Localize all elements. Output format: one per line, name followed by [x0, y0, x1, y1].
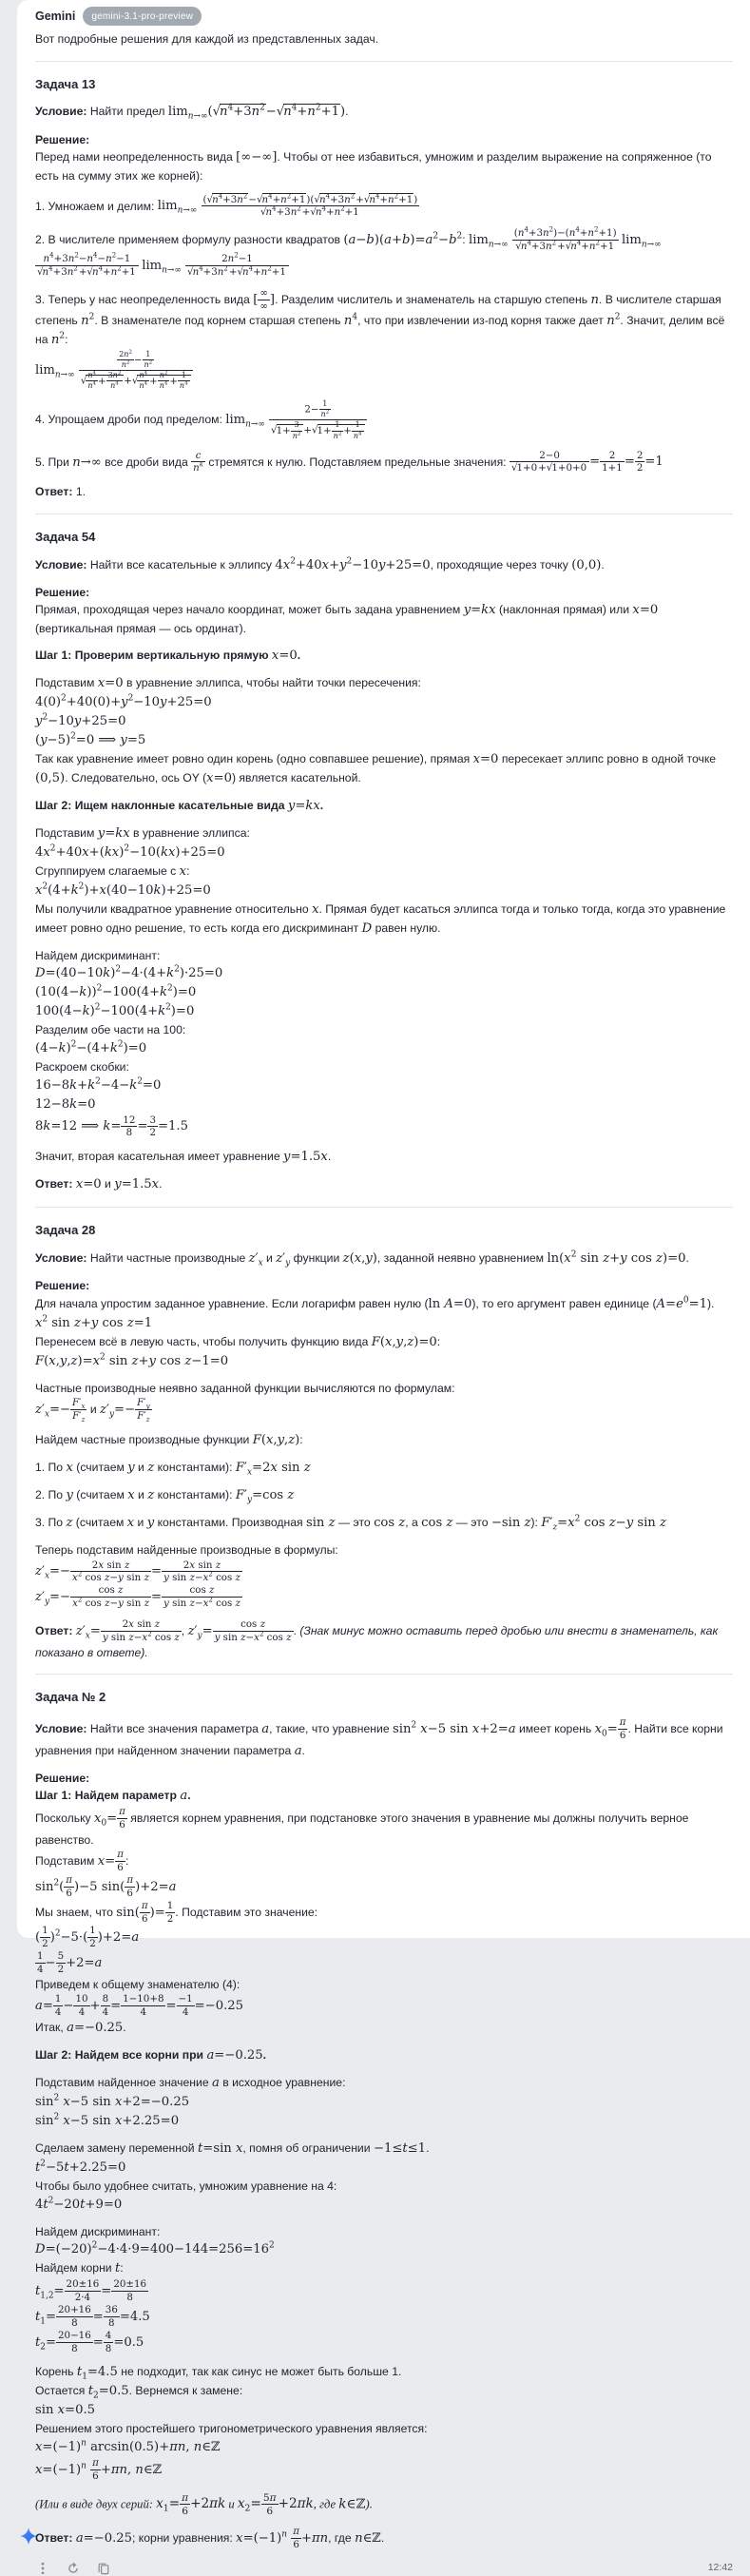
- paragraph: Теперь подставим найденные производные в формулы: $z'_x=-$ $\frac{\text{2x sin z}}{x^2 \cos z-y \sin z}$ = $\frac{\text{2x sin z}}{y \sin z-x^2 \cos z}$ $z'_y=-$ $\frac{\text{cos z}}{x^2 \cos z-y \sin z}$ = $\frac{\text{cos z}}{y \sin z-x^2 \cos z}$: [35, 1542, 338, 1610]
- message-body: [35, 61, 733, 2551]
- intro-text: Вот подробные решения для каждой из представленных задач.: [35, 32, 379, 47]
- paragraph: Найдем частные производные функции F(x,y,z):: [35, 1432, 303, 1447]
- paragraph: 1. Умножаем и делим: $\lim_{n\to\infty}$ $\frac{(√n^4+3n^2-√n^4+n^2+1)(√n^4+3n^2+√n^4+n^2+1)}{√n^4+3n^2+√n^4+n^2+1}$: [35, 192, 418, 219]
- paragraph: Подставим найденное значение a в исходное уравнение: $\sin^2 x-5$ sin x+2=−0.25 $\sin^2 x-5$ sin x+2.25=0: [35, 2076, 346, 2129]
- paragraph: Решение: Прямая, проходящая через начало координат, может быть задана уравнением y=kx (наклонная прямая) или x=0 (вертикальная прямая — ось ординат).: [35, 585, 659, 636]
- paragraph: 2. В числителе применяем формулу разности квадратов $(a-b)(a+b)=a^2-b^2$: $\lim_{n\to\infty}$ $\frac{(n^4+3n^2)-(n^4+n^2+1)}{√n^4+3n^2+√n^4+n^2+1}$ $\lim_{n\to\infty}$ $\frac{n^4+3n^2-n^4-n^2-1}{√n^4+3n^2+√n^4+n^2+1}$ $\lim_{n\to\infty}$ $\frac{2n^2-1}{√n^4+3n^2+√n^4+n^2+1}$: [35, 225, 662, 278]
- task-title: Задача 54: [35, 529, 96, 544]
- paragraph: Ответ: $z'_x=$ $\frac{\text{2x sin z}}{y \sin z-x^2 \cos z}$ , $z'_y=$ $\frac{\text{cos z}}{y \sin z-x^2 \cos z}$ . (Знак минус можно оставить перед дробью или внести в знаменатель, как показано в ответе).: [35, 1617, 719, 1659]
- paragraph: 4. Упрощаем дроби под пределом: $\lim_{n\to\infty}$ 2− $\frac{1}{n^2}$ √1+ $\frac{3}{n^2}$ +√1+ $\frac{1}{n^2}$ + $\frac{1}{n^4}$: [35, 399, 733, 440]
- paragraph: Условие: Найти все значения параметра a, такие, что уравнение $\sin^2 x-5$ sin x+2=a имеет корень $x_0=$ $\frac{\pi}{6}$ . Найти все корни уравнения при найденном значении параметра a.: [35, 1715, 723, 1758]
- paragraph: Подставим x=0 в уравнение эллипса, чтобы найти точки пересечения: $4(0)^2+40(0)+y^2-10y+25=0$ $y^2-10y+25=0$ $(y-5)^2=0$ ⟹ y=5 Так как уравнение имеет ровно один корень (одно совпавшее решение), прямая x=0 пересекает эллипс ровно в одной точке (0,5). Следовательно, ось OY (x=0) является касательной.: [35, 675, 717, 785]
- more-options-icon[interactable]: [35, 2561, 50, 2576]
- task-divider: [35, 1207, 733, 1208]
- paragraph: Условие: Найти все касательные к эллипсу $4x^2+40x+y^2-10y+25=0$, проходящие через точку (0,0).: [35, 556, 605, 572]
- paragraph: Ответ: x=0 и y=1.5x.: [35, 1177, 163, 1192]
- paragraph: Подставим y=kx в уравнение эллипса: $4x^2+40x+(kx)^2-10(kx)+25=0$ Сгруппируем слагаемые с x: $x^2(4+k^2)+x(40-10k)+25=0$ Мы получили квадратное уравнение относительно x. Прямая будет касаться эллипса тогда и только тогда, когда это уравнение имеет ровно одно решение, то есть когда его дискриминант D равен нулю.: [35, 825, 726, 936]
- paragraph: Условие: Найти частные производные $z'_x$ и $z'_y$ функции z(x,y), заданной неявно уравнением $\ln(x^2$ sin z+y cos z)=0.: [35, 1249, 689, 1269]
- copy-icon[interactable]: [96, 2561, 111, 2576]
- paragraph: Ответ: 1.: [35, 485, 86, 499]
- gemini-sparkle-icon: [20, 2528, 37, 2545]
- task-divider: [35, 1674, 733, 1675]
- paragraph: Решение: Перед нами неопределенность вида [∞−∞]. Чтобы от нее избавиться, умножим и разделим выражение на сопряженное (то есть на сумму этих же корней):: [35, 132, 712, 184]
- paragraph: Шаг 2: Ищем наклонные касательные вида y=kx.: [35, 798, 324, 813]
- paragraph: Сделаем замену переменной t=sin x, помня об ограничении −1≤t≤1. $t^2-5t+2.25=0$ Чтобы было удобнее считать, умножим уравнение на 4: $4t^2-20t+9=0$: [35, 2141, 430, 2212]
- paragraph: Найдем дискриминант: $D=(-20)^2-4\cdot 4\cdot 9=400-144=256=16^2$ Найдем корни t: $t_{1,2}=$ $\frac{20\pm 16}{2\cdot 4}$ = $\frac{20\pm 16}{8}$ $t_1=$ $\frac{20+16}{8}$ = $\frac{36}{8}$ =4.5 $t_2=$ $\frac{20-16}{8}$ = $\frac{4}{8}$ =0.5: [35, 2224, 275, 2354]
- regenerate-icon[interactable]: [66, 2561, 81, 2576]
- paragraph: Шаг 1: Проверим вертикальную прямую x=0.: [35, 648, 301, 663]
- paragraph: Ответ: a=−0.25; корни уравнения: $x=(-1)^n$ $\frac{\pi}{6}$ +πn, где n∈ℤ.: [35, 2526, 385, 2550]
- message-header: [35, 7, 733, 26]
- task-title: Задача 28: [35, 1223, 96, 1238]
- paragraph: 2. По y (считаем x и z константами): $F'_y=\cos$ z: [35, 1487, 295, 1505]
- paragraph: Найдем дискриминант: $D=(40-10k)^2-4\cdot(4+k^2)\cdot 25=0$ $(10(4-k))^2-100(4+k^2)=0$ $100(4-k)^2-100(4+k^2)=0$ Разделим обе части на 100: $(4-k)^2-(4+k^2)=0$ Раскроем скобки: $16-8k+k^2-4-k^2=0$ 12−8k=0 8k=12 ⟹ k= $\frac{12}{8}$ = $\frac{3}{2}$ =1.5: [35, 948, 223, 1139]
- paragraph: Решение: Для начала упростим заданное уравнение. Если логарифм равен нулю (ln A=0), то его аргумент равен единице $(A=e^0=1)$. $x^2$ sin z+y cos z=1 Перенесем всё в левую часть, чтобы получить функцию вида F(x,y,z)=0: $F(x,y,z)=x^2$ sin z+y cos z−1=0: [35, 1279, 715, 1368]
- task-divider: [35, 61, 733, 62]
- sender-name: Gemini: [35, 9, 76, 23]
- paragraph: 5. При n→∞ все дроби вида $\frac{c}{n^k}$ стремятся к нулю. Подставляем предельные значения: $\frac{2-0}{√1+0+√1+0+0}$ = $\frac{2}{1+1}$ = $\frac{2}{2}$ =1: [35, 449, 663, 475]
- assistant-message: [17, 0, 750, 2573]
- timestamp: 12:42: [707, 2561, 733, 2573]
- model-badge[interactable]: gemini-3.1-pro-preview: [83, 7, 202, 26]
- paragraph: Шаг 2: Найдем все корни при a=−0.25.: [35, 2048, 267, 2063]
- paragraph: Корень $t_1=4.5$ не подходит, так как синус не может быть больше 1. Остается $t_2=0.5$. Вернемся к замене: sin x=0.5 Решением этого простейшего тригонометрического уравнения является: $x=(-1)^n$ arcsin(0.5)+πn, n∈ℤ $x=(-1)^n$ $\frac{\pi}{6}$ +πn, n∈ℤ: [35, 2365, 428, 2482]
- task-title: Задача № 2: [35, 1690, 106, 1705]
- message-footer: [35, 2561, 733, 2576]
- task-divider: [35, 513, 733, 514]
- paragraph: Частные производные неявно заданной функции вычисляются по формулам: $z'_x=-$ $\frac{F'_x}{F'_z}$ и $z'_y=-$ $\frac{F'_y}{F'_z}$: [35, 1381, 455, 1424]
- paragraph: 3. Теперь у нас неопределенность вида [ $\frac{\infty}{\infty}$ ]. Разделим числитель и знаменатель на старшую степень n. В числителе старшая степень $n^2$. В знаменателе под корнем старшая степень $n^4$, что при извлечении из-под корня также дает $n^2$. Значит, делим всё на $n^2$: $\lim_{n\to\infty}$ $\frac{2n^2}{n^2}$ − $\frac{1}{n^2}$ √ $\frac{n^4}{n^4}$ + $\frac{3n^2}{n^4}$ +√ $\frac{n^4}{n^4}$ + $\frac{n^2}{n^4}$ + $\frac{1}{n^4}$: [35, 286, 725, 391]
- task-title: Задача 13: [35, 76, 96, 91]
- paragraph: Значит, вторая касательная имеет уравнение y=1.5x.: [35, 1150, 332, 1165]
- paragraph: (Или в виде двух серий: $x_1=$ $\frac{\pi}{6}$ +2πk и $x_2=$ $\frac{5\pi}{6}$ +2πk, где k∈ℤ).: [35, 2490, 373, 2517]
- paragraph: Условие: Найти предел $\lim_{n\to\infty}(√n^4+3n^2-√n^4+n^2+1)$.: [35, 104, 349, 123]
- paragraph: 1. По x (считаем y и z константами): $F'_x=2x$ sin z: [35, 1460, 311, 1478]
- paragraph: Решение: Шаг 1: Найдем параметр a. Поскольку $x_0=$ $\frac{\pi}{6}$ является корнем уравнения, при подстановке этого значения в уравнение мы должны получить верное равенство. Подставим x= $\frac{\pi}{6}$ : $\sin^2$( $\frac{\pi}{6}$ )−5 sin( $\frac{\pi}{6}$ )+2=a Мы знаем, что sin( $\frac{\pi}{6}$ )= $\frac{1}{2}$ . Подставим это значение: ( $\frac{1}{2}$ )$^2$−5·( $\frac{1}{2}$ )+2=a $\frac{1}{4}$ − $\frac{5}{2}$ +2=a Приведем к общему знаменателю (4): a= $\frac{1}{4}$ − $\frac{10}{4}$ + $\frac{8}{4}$ = $\frac{1-10+8}{4}$ = $\frac{-1}{4}$ =−0.25 Итак, a=−0.25.: [35, 1771, 689, 2036]
- paragraph: 3. По z (считаем x и y константами. Производная sin z — это cos z, а cos z — это −sin z): $F'_z=x^2$ cos z−y sin z: [35, 1514, 666, 1533]
